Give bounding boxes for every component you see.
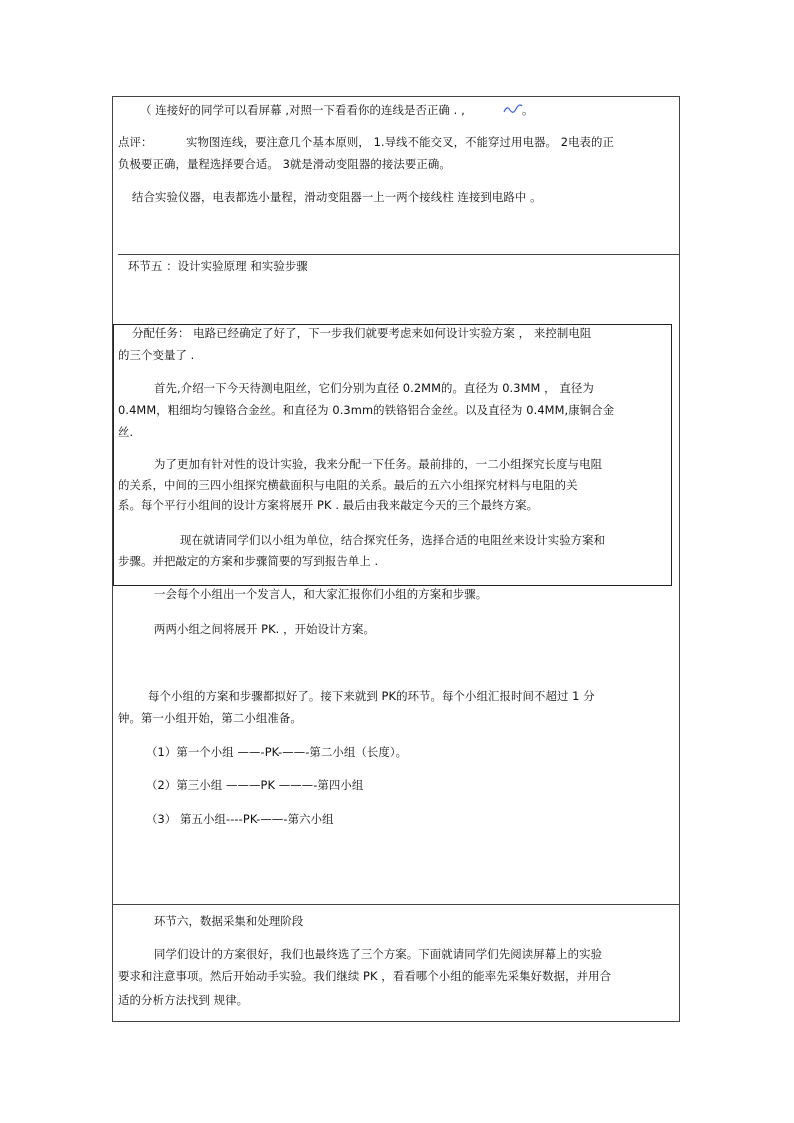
speaker-line: 一会每个小组出一个发言人，和大家汇报你们小组的方案和步骤。 [154,587,488,601]
ready-line2: 钟。第一小组开始，第二小组准备。 [118,711,302,725]
pk-match-3: （3） 第五小组----PK-——-第六小组 [146,812,334,826]
annotation-squiggle-icon [503,103,523,115]
section-six-line1: 同学们设计的方案很好，我们也最终选了三个方案。下面就请同学们先阅读屏幕上的实验 [154,947,603,961]
ready-line1: 每个小组的方案和步骤都拟好了。接下来就到 PK的环节。每个小组汇报时间不超过 1 分 [148,689,595,703]
section-six-line3: 适的分析方法找到 规律。 [118,993,249,1007]
pk-start-line: 两两小组之间将展开 PK. ，开始设计方案。 [154,622,376,636]
section-four-line1: （ 连接好的同学可以看屏幕 ,对照一下看看你的连线是否正确 . , [140,103,465,117]
comment-line2: 负极要正确，量程选择要合适。 3就是滑动变阻器的接法要正确。 [118,157,451,171]
task-line1: 分配任务： 电路已经确定了好了，下一步我们就要考虑来如何设计实验方案 ， 来控制电阻 [132,326,592,340]
now-line2: 步骤。并把敲定的方案和步骤简要的写到报告单上 . [118,554,379,568]
combined-line: 结合实验仪器，电表都选小量程，滑动变阻器一上一两个接线柱 连接到电路中 。 [132,190,542,204]
section-divider-five [118,254,679,255]
task-line2: 的三个变量了 . [118,348,195,362]
assign-line2: 的关系，中间的三四小组探究横截面积与电阻的关系。最后的五六小组探究材料与电阻的关 [118,478,578,492]
section-six-heading: 环节六，数据采集和处理阶段 [154,914,304,928]
section-five-heading: 环节五 ：设计实验原理 和实验步骤 [128,259,308,273]
section-four-line1-end: 。 [522,103,534,117]
intro-line1: 首先,介绍一下今天待测电阻丝，它们分别为直径 0.2MM的。直径为 0.3MM ， 直径为 [154,381,594,395]
section-six-line2: 要求和注意事项。然后开始动手实验。我们继续 PK ，看看哪个小组的能率先采集好数据，并用合 [118,969,612,983]
pk-match-2: （2）第三小组 ———PK ———-第四小组 [146,778,364,792]
assign-line1: 为了更加有针对性的设计实验，我来分配一下任务。最前排的，一二小组探究长度与电阻 [154,457,603,471]
comment-line1: 实物图连线，要注意几个基本原则， 1.导线不能交叉，不能穿过用电器。 2电表的正 [186,135,615,149]
now-line1: 现在就请同学们以小组为单位，结合探究任务，选择合适的电阻丝来设计实验方案和 [180,533,606,547]
intro-line2: 0.4MM，粗细均匀镍铬合金丝。和直径为 0.3mm的铁铬铝合金丝。以及直径为 0.4MM,康铜合金 [118,403,615,417]
comment-label: 点评： [118,135,153,149]
section-divider-six [112,904,680,905]
intro-line3: 丝. [118,425,134,439]
pk-match-1: （1）第一个小组 ——-PK-——-第二小组（长度）。 [146,745,408,759]
assign-line3: 系。每个平行小组间的设计方案将展开 PK . 最后由我来敲定今天的三个最终方案。 [118,498,539,512]
